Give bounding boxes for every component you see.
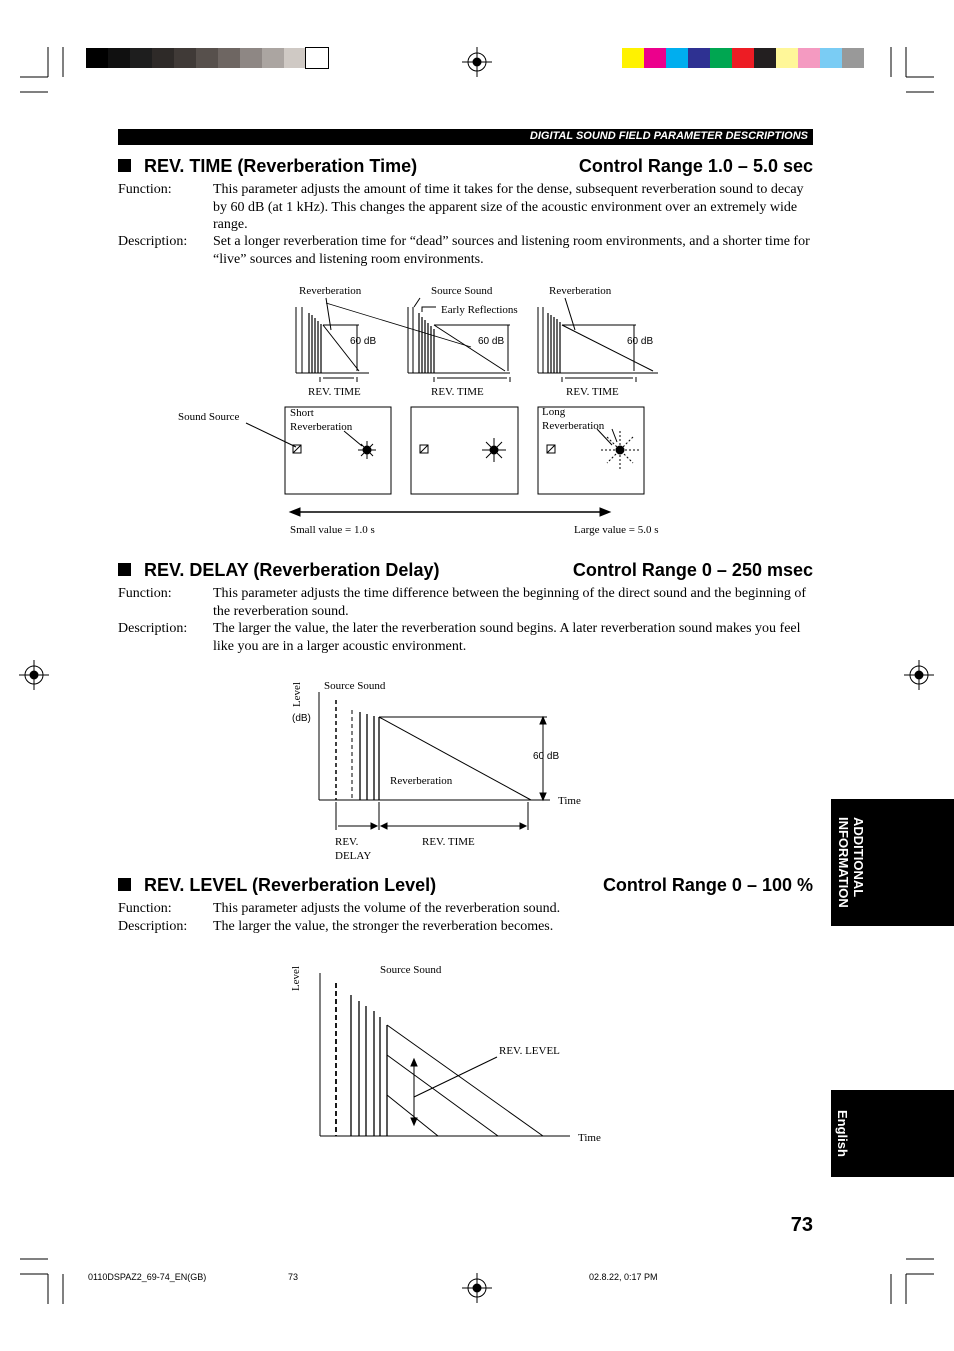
function-label: Function: (118, 901, 172, 916)
color-swatch (108, 48, 130, 68)
color-swatch (284, 48, 306, 68)
rev-delay-label: REV. (335, 836, 359, 848)
rev-time-label-1: REV. TIME (308, 386, 361, 398)
reverberation-label-right: Reverberation (549, 285, 612, 297)
color-swatch (688, 48, 710, 68)
function-text: This parameter adjusts the time difference between the beginning of the direct sound and the beginning of the reverberation sound. (213, 586, 806, 619)
square-bullet-icon (118, 878, 131, 891)
color-swatch (798, 48, 820, 68)
source-box-icon-2 (420, 445, 428, 453)
description-text: Set a longer reverberation time for “dead” sources and listening room environments, and a shorter time for “live” sources and listening room environments. (213, 234, 810, 267)
time-axis-label: Time (558, 795, 581, 807)
source-sound-label: Source Sound (431, 285, 493, 297)
color-swatch (776, 48, 798, 68)
color-swatch (754, 48, 776, 68)
rev-delay-heading: REV. DELAY (Reverberation Delay) (118, 560, 439, 581)
function-text: This parameter adjusts the amount of time it takes for the dense, subsequent reverberation sound to decay by 60 dB (at 1 kHz). This changes the apparent size of the acoustic environment over an extremely wide range. (213, 182, 804, 232)
description-label: Description: (118, 919, 188, 934)
color-swatch (196, 48, 218, 68)
source-sound-label: Source Sound (324, 680, 386, 692)
large-value-label: Large value = 5.0 s (574, 524, 659, 536)
color-swatch (710, 48, 732, 68)
function-label: Function: (118, 586, 172, 601)
rev-delay-label-2: DELAY (335, 850, 372, 862)
rev-time-label-3: REV. TIME (566, 386, 619, 398)
color-swatch (306, 48, 328, 68)
long-reverberation-label: Reverberation (542, 420, 605, 432)
description-text: The larger the value, the later the reverberation sound begins. A later reverberation sound makes you feel like you are in a larger acoustic environment. (213, 621, 801, 654)
rev-time-diagram (0, 285, 954, 545)
rev-time-label-2: REV. TIME (431, 386, 484, 398)
early-reflections-label: Early Reflections (441, 304, 518, 316)
rev-level-range: Control Range 0 – 100 % (602, 875, 813, 895)
rev-time-label: REV. TIME (422, 836, 475, 848)
color-swatch (820, 48, 842, 68)
color-swatch (152, 48, 174, 68)
listener-star-icon-3 (601, 431, 639, 469)
source-sound-label: Source Sound (380, 964, 442, 976)
square-bullet-icon (118, 563, 131, 576)
color-swatch (130, 48, 152, 68)
function-label: Function: (118, 182, 172, 197)
rev-level-label: REV. LEVEL (499, 1045, 560, 1057)
footer-file: 0110DSPAZ2_69-74_EN(GB) (88, 1272, 207, 1282)
db-label-3: 60 dB (627, 336, 654, 347)
registration-target-top (462, 47, 492, 77)
section-header: DIGITAL SOUND FIELD PARAMETER DESCRIPTIONS (529, 130, 808, 142)
long-label: Long (542, 406, 566, 418)
color-swatch (666, 48, 688, 68)
color-swatch (732, 48, 754, 68)
tab-line-1: ADDITIONAL (851, 817, 866, 898)
additional-information-tab (831, 799, 954, 926)
description-text: The larger the value, the stronger the reverberation becomes. (213, 919, 554, 934)
sound-source-label: Sound Source (178, 411, 240, 423)
short-label: Short (290, 407, 314, 419)
rev-delay-range: Control Range 0 – 250 msec (572, 560, 813, 580)
reverberation-label: Reverberation (390, 775, 453, 787)
rev-delay-diagram (0, 680, 954, 880)
rev-time-range: Control Range 1.0 – 5.0 sec (578, 156, 813, 176)
footer-page: 73 (288, 1272, 299, 1282)
level-axis-label: Level (291, 682, 303, 708)
page-number: 73 (790, 1214, 813, 1236)
english-label: English (835, 1110, 850, 1157)
level-axis-label: Level (290, 966, 302, 992)
source-box-icon-3 (547, 445, 555, 453)
english-tab (831, 1090, 954, 1177)
short-reverberation-label: Reverberation (290, 421, 353, 433)
color-swatch (262, 48, 284, 68)
registration-target-bottom (462, 1273, 492, 1303)
listener-star-icon-2 (482, 438, 506, 462)
color-swatch (644, 48, 666, 68)
function-text: This parameter adjusts the volume of the reverberation sound. (213, 901, 561, 916)
time-axis-label: Time (578, 1132, 601, 1144)
db-unit-label: (dB) (292, 713, 311, 724)
rev-time-heading: REV. TIME (Reverberation Time) (118, 156, 417, 177)
color-swatch (174, 48, 196, 68)
reverberation-label-left: Reverberation (299, 285, 362, 297)
small-value-label: Small value = 1.0 s (290, 524, 375, 536)
color-swatch (86, 48, 108, 68)
color-swatch (218, 48, 240, 68)
rev-level-diagram (0, 965, 954, 1155)
description-label: Description: (118, 234, 188, 249)
db-label-1: 60 dB (350, 336, 377, 347)
description-label: Description: (118, 621, 188, 636)
db-label: 60 dB (533, 751, 560, 762)
color-swatch (842, 48, 864, 68)
color-swatch (622, 48, 644, 68)
color-swatch (240, 48, 262, 68)
footer-date: 02.8.22, 0:17 PM (589, 1272, 658, 1282)
tab-line-2: INFORMATION (836, 817, 851, 908)
db-label-2: 60 dB (478, 336, 505, 347)
rev-level-heading: REV. LEVEL (Reverberation Level) (118, 875, 436, 896)
listener-star-icon-1 (358, 441, 376, 459)
square-bullet-icon (118, 159, 131, 172)
